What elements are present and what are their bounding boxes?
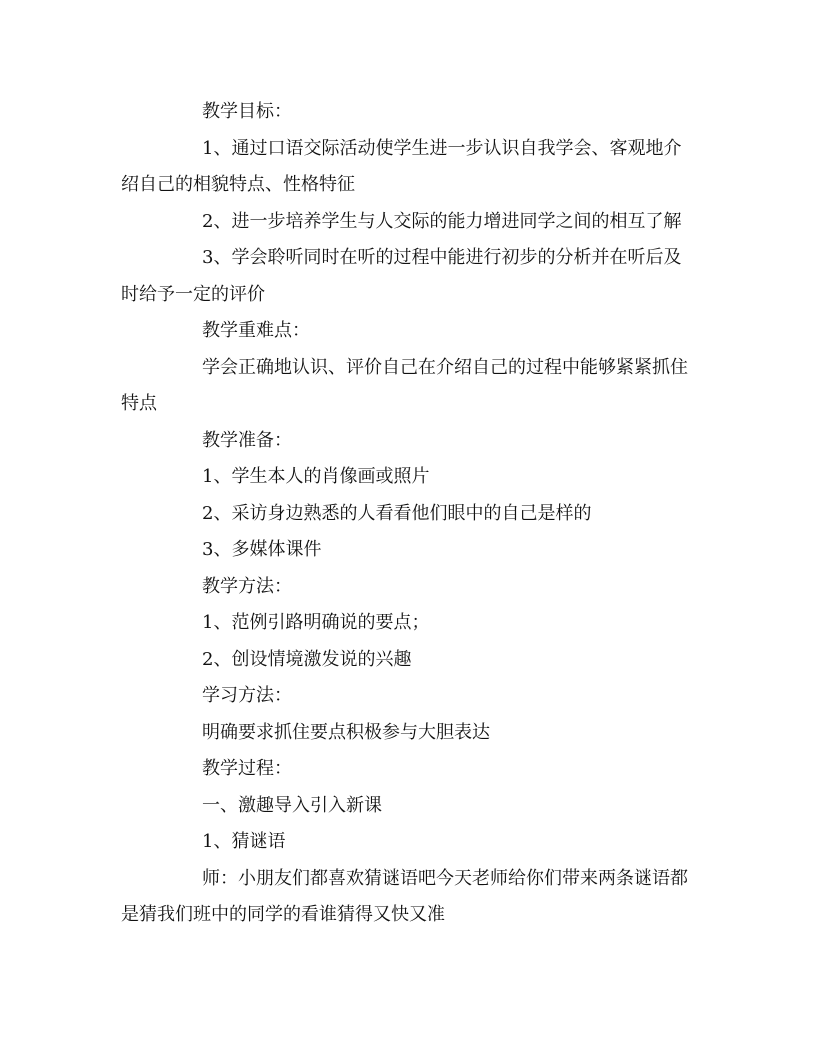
heading-teaching-methods: 教学方法： [202, 575, 292, 597]
process-step-1: 1、猜谜语 [202, 831, 286, 852]
preparation-item-3: 3、多媒体课件 [202, 539, 322, 560]
goal-item-3: 3、学会聆听同时在听的过程中能进行初步的分析并在听后及时给予一定的评价 [121, 247, 682, 305]
key-points-text: 学会正确地认识、评价自己在介绍自己的过程中能够紧紧抓住特点 [121, 356, 688, 414]
goal-item-1: 1、通过口语交际活动使学生进一步认识自我学会、客观地介绍自己的相貌特点、性格特征 [121, 137, 682, 195]
method-item-1: 1、范例引路明确说的要点； [202, 612, 430, 633]
method-item-2: 2、创设情境激发说的兴趣 [202, 648, 412, 670]
preparation-item-2: 2、采访身边熟悉的人看看他们眼中的自己是样的 [202, 502, 592, 524]
preparation-item-1: 1、学生本人的肖像画或照片 [202, 466, 430, 487]
heading-learning-methods: 学习方法： [202, 685, 292, 706]
document-body [121, 94, 696, 934]
goal-item-2: 2、进一步培养学生与人交际的能力增进同学之间的相互了解 [202, 210, 682, 232]
heading-key-points: 教学重难点： [202, 320, 310, 341]
heading-teaching-goals: 教学目标： [202, 101, 292, 122]
teacher-dialogue: 师：小朋友们都喜欢猜谜语吧今天老师给你们带来两条谜语都是猜我们班中的同学的看谁猜得又快又准 [121, 867, 688, 925]
learning-methods-text: 明确要求抓住要点积极参与大胆表达 [202, 721, 490, 743]
process-section-1: 一、激趣导入引入新课 [202, 794, 382, 816]
heading-preparation: 教学准备： [202, 429, 292, 451]
heading-teaching-process: 教学过程： [202, 758, 292, 779]
